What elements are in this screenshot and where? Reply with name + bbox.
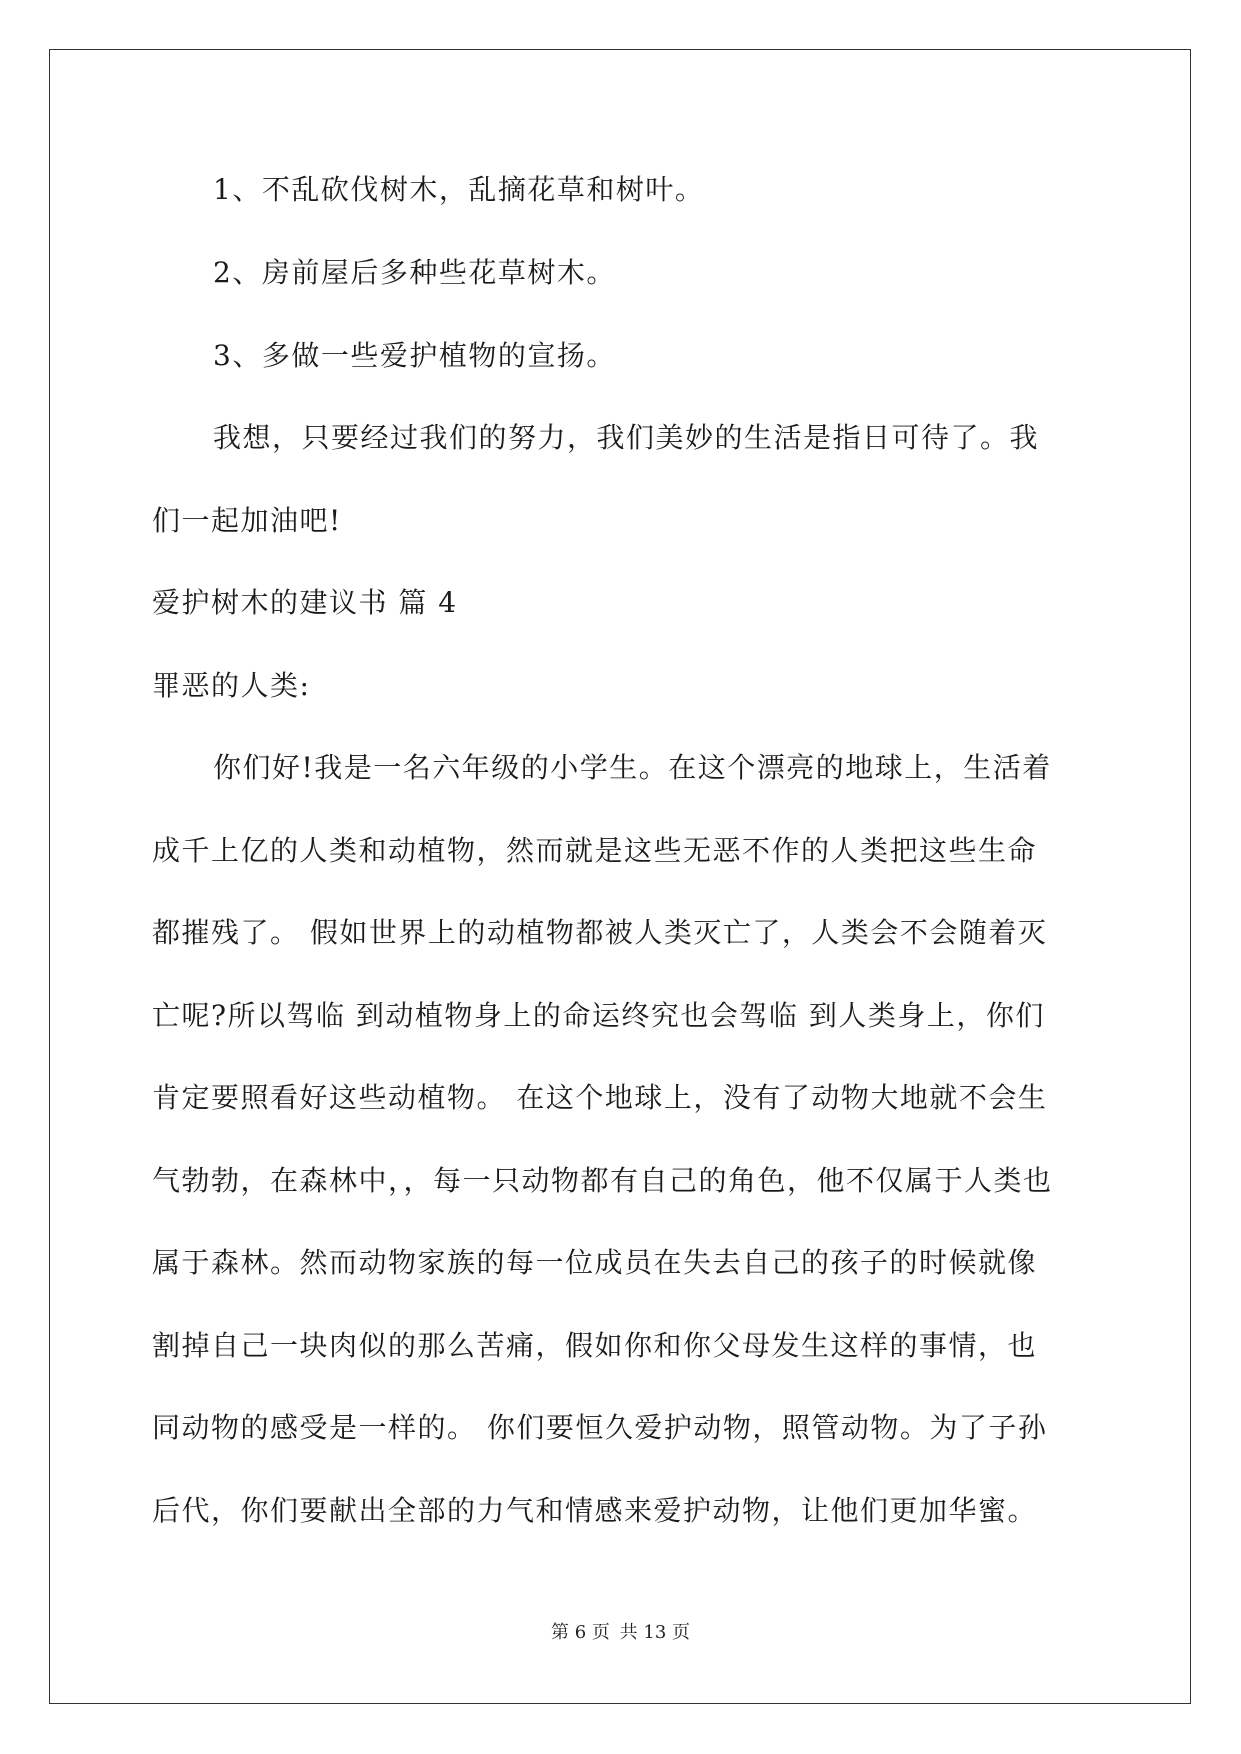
list-item: 2、房前屋后多种些花草树木。 — [213, 256, 616, 289]
paragraph-line: 我想，只要经过我们的努力，我们美妙的生活是指日可待了。我 — [213, 421, 1040, 454]
paragraph-line: 都摧残了。 假如世界上的动植物都被人类灭亡了，人类会不会随着灭 — [152, 916, 1048, 949]
paragraph-line: 属于森林。然而动物家族的每一位成员在失去自己的孩子的时候就像 — [152, 1246, 1038, 1279]
section-heading: 爱护树木的建议书 篇 4 — [152, 586, 458, 619]
list-item: 3、多做一些爱护植物的宣扬。 — [213, 339, 616, 372]
paragraph-line: 同动物的感受是一样的。 你们要恒久爱护动物，照管动物。为了子孙 — [152, 1411, 1048, 1444]
page-border — [49, 49, 1191, 1704]
paragraph-line: 们一起加油吧! — [152, 504, 342, 537]
paragraph-line: 气勃勃，在森林中，，每一只动物都有自己的角色，他不仅属于人类也 — [152, 1164, 1053, 1197]
page-number: 第 6 页 — [551, 1622, 610, 1643]
list-item: 1、不乱砍伐树木，乱摘花草和树叶。 — [213, 173, 705, 206]
paragraph-line: 亡呢?所以驾临 到动植物身上的命运终究也会驾临 到人类身上，你们 — [152, 999, 1045, 1032]
paragraph-line: 后代，你们要献出全部的力气和情感来爱护动物，让他们更加华蜜。 — [152, 1494, 1038, 1527]
page-total: 共 13 页 — [619, 1622, 690, 1643]
paragraph-line: 割掉自己一块肉似的那么苦痛，假如你和你父母发生这样的事情，也 — [152, 1329, 1038, 1362]
paragraph-line: 肯定要照看好这些动植物。 在这个地球上，没有了动物大地就不会生 — [152, 1081, 1048, 1114]
paragraph-line: 你们好!我是一名六年级的小学生。在这个漂亮的地球上，生活着 — [213, 751, 1052, 784]
paragraph-line: 成千上亿的人类和动植物，然而就是这些无恶不作的人类把这些生命 — [152, 834, 1038, 867]
page-footer — [0, 1621, 1241, 1645]
salutation: 罪恶的人类: — [152, 669, 311, 702]
